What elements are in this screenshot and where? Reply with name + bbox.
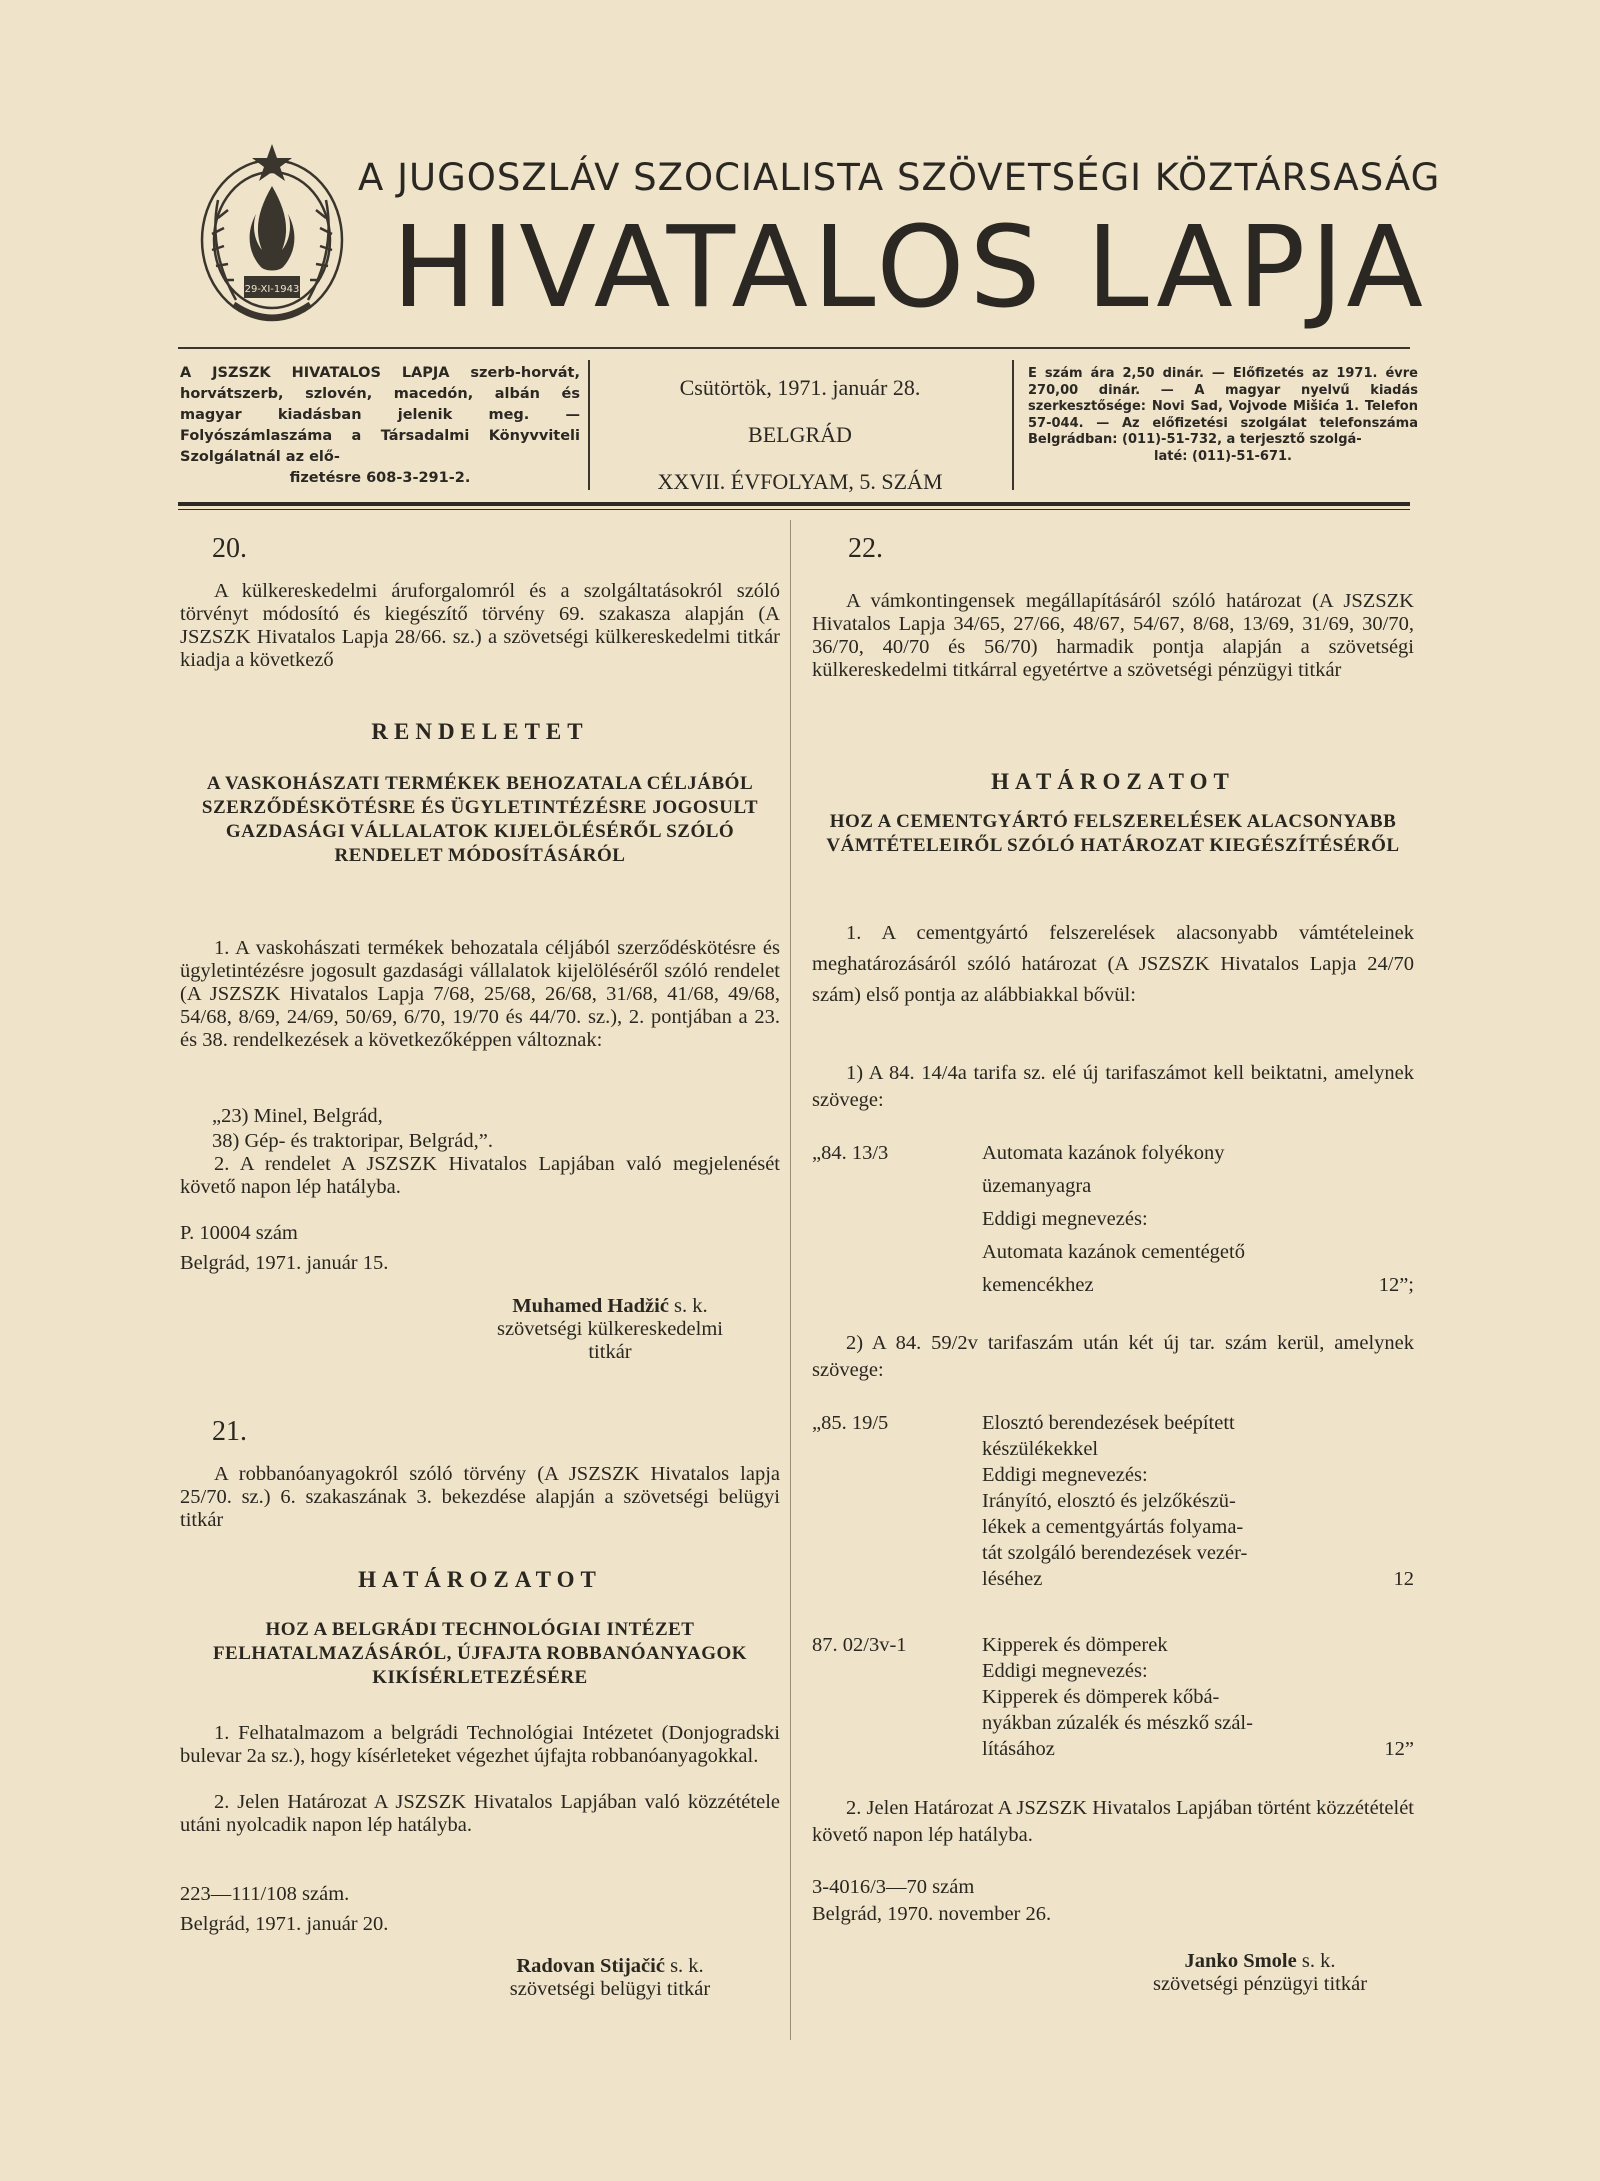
masthead-title: HIVATALOS LAPJA: [392, 203, 1429, 333]
header-right-info-last: laté: (011)-51-671.: [1154, 448, 1292, 464]
tariff-code: „85. 19/5: [812, 1412, 889, 1434]
tariff-text-line: Automata kazánok folyékony: [982, 1142, 1225, 1164]
tariff-text-line: tát szolgáló berendezések vezér-: [982, 1542, 1248, 1564]
tariff-text-line: Kipperek és dömperek: [982, 1634, 1168, 1656]
section-20-item-38: 38) Gép- és traktoripar, Belgrád,”.: [212, 1130, 493, 1152]
section-21-type: HATÁROZATOT: [358, 1567, 602, 1592]
section-22-paragraph-2: 2. Jelen Határozat A JSZSZK Hivatalos Lapjában történt közzétételét követő napon lép hatályba.: [812, 1797, 1414, 1846]
section-20-signer-title-2: titkár: [588, 1341, 632, 1363]
section-22-item-2: 2) A 84. 59/2v tarifaszám után két új tar. szám kerül, amelynek szövege:: [812, 1332, 1414, 1381]
header-divider-left: [588, 360, 590, 490]
tariff-text-line: készülékekkel: [982, 1438, 1099, 1460]
tariff-text-line: Eddigi megnevezés:: [982, 1464, 1148, 1486]
section-22-number: 22.: [848, 533, 883, 564]
tariff-text-line: Elosztó berendezések beépített: [982, 1412, 1235, 1434]
tariff-entry-84-13-3: [812, 1140, 1414, 1305]
section-21-reference: 223—111/108 szám.: [180, 1883, 350, 1905]
header-divider-right: [1012, 360, 1014, 490]
tariff-text-line: Automata kazánok cementégető: [982, 1241, 1245, 1263]
section-21-signature: [440, 1955, 780, 2001]
tariff-text-line: nyákban zúzalék és mészkő szál-: [982, 1712, 1253, 1734]
tariff-text-line: Irányító, elosztó és jelzőkészü-: [982, 1490, 1236, 1512]
header-issue-info: [600, 375, 1000, 516]
tariff-rate: 12: [1393, 1568, 1414, 1590]
section-21-intro: A robbanóanyagokról szóló törvény (A JSZSZK Hivatalos lapja 25/70. sz.) 6. szakaszának 3. bekezdése alapján a szövetségi belügyi titkár: [180, 1463, 780, 1531]
section-20-reference: P. 10004 szám: [180, 1222, 298, 1244]
section-21-signer-name: Radovan Stijačić: [516, 1955, 665, 1977]
section-20-title: A VASKOHÁSZATI TERMÉKEK BEHOZATALA CÉLJÁBÓL SZERZŐDÉSKÖTÉSRE ÉS ÜGYLETINTÉZÉSRE JOGOSULT GAZDASÁGI VÁLLALATOK KIJELÖLÉSÉRŐL SZÓLÓ RENDELET MÓDOSÍTÁSÁRÓL: [201, 773, 759, 866]
section-20-signature: [440, 1295, 780, 1364]
section-20-number: 20.: [212, 533, 247, 564]
tariff-text-line: lékek a cementgyártás folyama-: [982, 1516, 1244, 1538]
section-20-paragraph-1: 1. A vaskohászati termékek behozatala céljából szerződéskötésre és ügyletintézésre jogosult gazdasági vállalatok kijelöléséről szóló rendelet (A JSZSZK Hivatalos Lapja 7/68, 25/68, 26/68, 31/68, 41/68, 49/68, 54/68, 8/69, 24/69, 50/69, 6/70, 19/70 és 44/70. sz.), 2. pontjában a 23. és 38. rendelkezések a következőképpen változnak:: [180, 937, 780, 1051]
section-22-intro: A vámkontingensek megállapításáról szóló határozat (A JSZSZK Hivatalos Lapja 34/65, 27/66, 48/67, 54/67, 8/68, 13/69, 31/69, 30/70, 36/70, 40/70 és 56/70) harmadik pontja alapján a szövetségi külkereskedelmi titkárral egyetértve a szövetségi pénzügyi titkár: [812, 590, 1414, 681]
section-22-signer-title: szövetségi pénzügyi titkár: [1152, 1973, 1368, 1995]
section-20-signer-name: Muhamed Hadžić: [512, 1295, 669, 1317]
section-21-paragraph-1: 1. Felhatalmazom a belgrádi Technológiai Intézetet (Donjogradski bulevar 2a sz.), hogy kísérleteket végezhet újfajta robbanóanyagokkal.: [180, 1722, 780, 1767]
header-left-info-last: fizetésre 608-3-291-2.: [289, 470, 471, 486]
section-21-number: 21.: [212, 1416, 247, 1447]
tariff-rate: 12”: [1384, 1738, 1414, 1760]
header-left-info: [180, 363, 580, 489]
tariff-entry-87-02-3v-1: [812, 1632, 1414, 1772]
header-rule-thick: [178, 502, 1410, 506]
section-21-signer-sk: s. k.: [670, 1955, 704, 1977]
issue-volume: XXVII. ÉVFOLYAM, 5. SZÁM: [657, 469, 943, 494]
section-20-signer-sk: s. k.: [674, 1295, 708, 1317]
section-22-place-date: Belgrád, 1970. november 26.: [812, 1903, 1052, 1925]
tariff-code: 87. 02/3v-1: [812, 1634, 907, 1656]
section-20-paragraph-2: 2. A rendelet A JSZSZK Hivatalos Lapjában való megjelenését követő napon lép hatályba.: [180, 1153, 780, 1198]
section-22-title: HOZ A CEMENTGYÁRTÓ FELSZERELÉSEK ALACSONYABB VÁMTÉTELEIRŐL SZÓLÓ HATÁROZAT KIEGÉSZÍTÉSÉRŐL: [826, 811, 1400, 856]
section-22-reference: 3-4016/3—70 szám: [812, 1876, 975, 1898]
masthead-rule: [178, 347, 1410, 349]
section-21-paragraph-2: 2. Jelen Határozat A JSZSZK Hivatalos Lapjában való közzététele utáni nyolcadik napon lép hatályba.: [180, 1791, 780, 1836]
column-divider: [790, 520, 791, 2040]
section-21-signer-title: szövetségi belügyi titkár: [509, 1978, 711, 2000]
tariff-text-line: léséhez: [982, 1568, 1043, 1590]
section-22-paragraph-1: 1. A cementgyártó felszerelések alacsonyabb vámtételeinek meghatározásáról szóló határozat (A JSZSZK Hivatalos Lapja 24/70 szám) első pontja az alábbiakkal bővül:: [812, 922, 1414, 1006]
section-21-place-date: Belgrád, 1971. január 20.: [180, 1913, 389, 1935]
section-20-intro: A külkereskedelmi áruforgalomról és a szolgáltatásokról szóló törvényt módosító és kiegészítő törvény 69. szakasza alapján (A JSZSZK Hivatalos Lapja 28/66. sz.) a szövetségi külkereskedelmi titkár kiadja a következő: [180, 580, 780, 671]
tariff-rate: 12”;: [1378, 1274, 1414, 1296]
tariff-text-line: kemencékhez: [982, 1274, 1094, 1296]
section-22-signature: [1100, 1950, 1420, 1996]
section-22-item-1: 1) A 84. 14/4a tarifa sz. elé új tarifaszámot kell beiktatni, amelynek szövege:: [812, 1062, 1414, 1111]
tariff-text-line: Eddigi megnevezés:: [982, 1660, 1148, 1682]
section-21-title: HOZ A BELGRÁDI TECHNOLÓGIAI INTÉZET FELHATALMAZÁSÁRÓL, ÚJFAJTA ROBBANÓANYAGOK KIKÍSÉRLETEZÉSÉRE: [212, 1619, 748, 1688]
header-left-info-main: A JSZSZK HIVATALOS LAPJA szerb-horvát, horvátszerb, szlovén, macedón, albán és magyar kiadásban jelenik meg. — Folyószámlaszáma a Társadalmi Könyvviteli Szolgálatnál az elő-: [180, 365, 580, 465]
tariff-text-line: üzemanyagra: [982, 1175, 1092, 1197]
emblem-date-label: 29-XI-1943: [244, 284, 300, 295]
header-right-info: [1028, 366, 1418, 465]
section-20-item-23: „23) Minel, Belgrád,: [212, 1105, 383, 1127]
section-22-type: HATÁROZATOT: [991, 769, 1235, 794]
state-emblem-icon: [188, 140, 356, 336]
tariff-code: „84. 13/3: [812, 1142, 889, 1164]
tariff-entry-85-19-5: [812, 1410, 1414, 1600]
tariff-text-line: Eddigi megnevezés:: [982, 1208, 1148, 1230]
tariff-text-line: Kipperek és dömperek kőbá-: [982, 1686, 1220, 1708]
section-22-signer-sk: s. k.: [1301, 1950, 1336, 1972]
section-22-signer-name: Janko Smole: [1184, 1950, 1297, 1972]
issue-date: Csütörtök, 1971. január 28.: [679, 375, 921, 400]
section-20-signer-title-1: szövetségi külkereskedelmi: [496, 1318, 723, 1340]
section-20-type: RENDELETET: [371, 719, 589, 744]
tariff-text-line: lításához: [982, 1738, 1055, 1760]
header-rule-thin: [178, 509, 1410, 510]
issue-place: BELGRÁD: [748, 422, 852, 447]
masthead-country: A JUGOSZLÁV SZOCIALISTA SZÖVETSÉGI KÖZTÁRSASÁG: [358, 156, 1441, 199]
header-right-info-main: E szám ára 2,50 dinár. — Előfizetés az 1971. évre 270,00 dinár. — A magyar nyelvű kiadás szerkesztősége: Novi Sad, Vojvode Mišića 1. Telefon 57-044. — Az előfizetési szolgálat telefonszáma Belgrádban: (011)-51-732, a terjesztő szolgá-: [1028, 366, 1418, 447]
section-20-place-date: Belgrád, 1971. január 15.: [180, 1252, 389, 1274]
